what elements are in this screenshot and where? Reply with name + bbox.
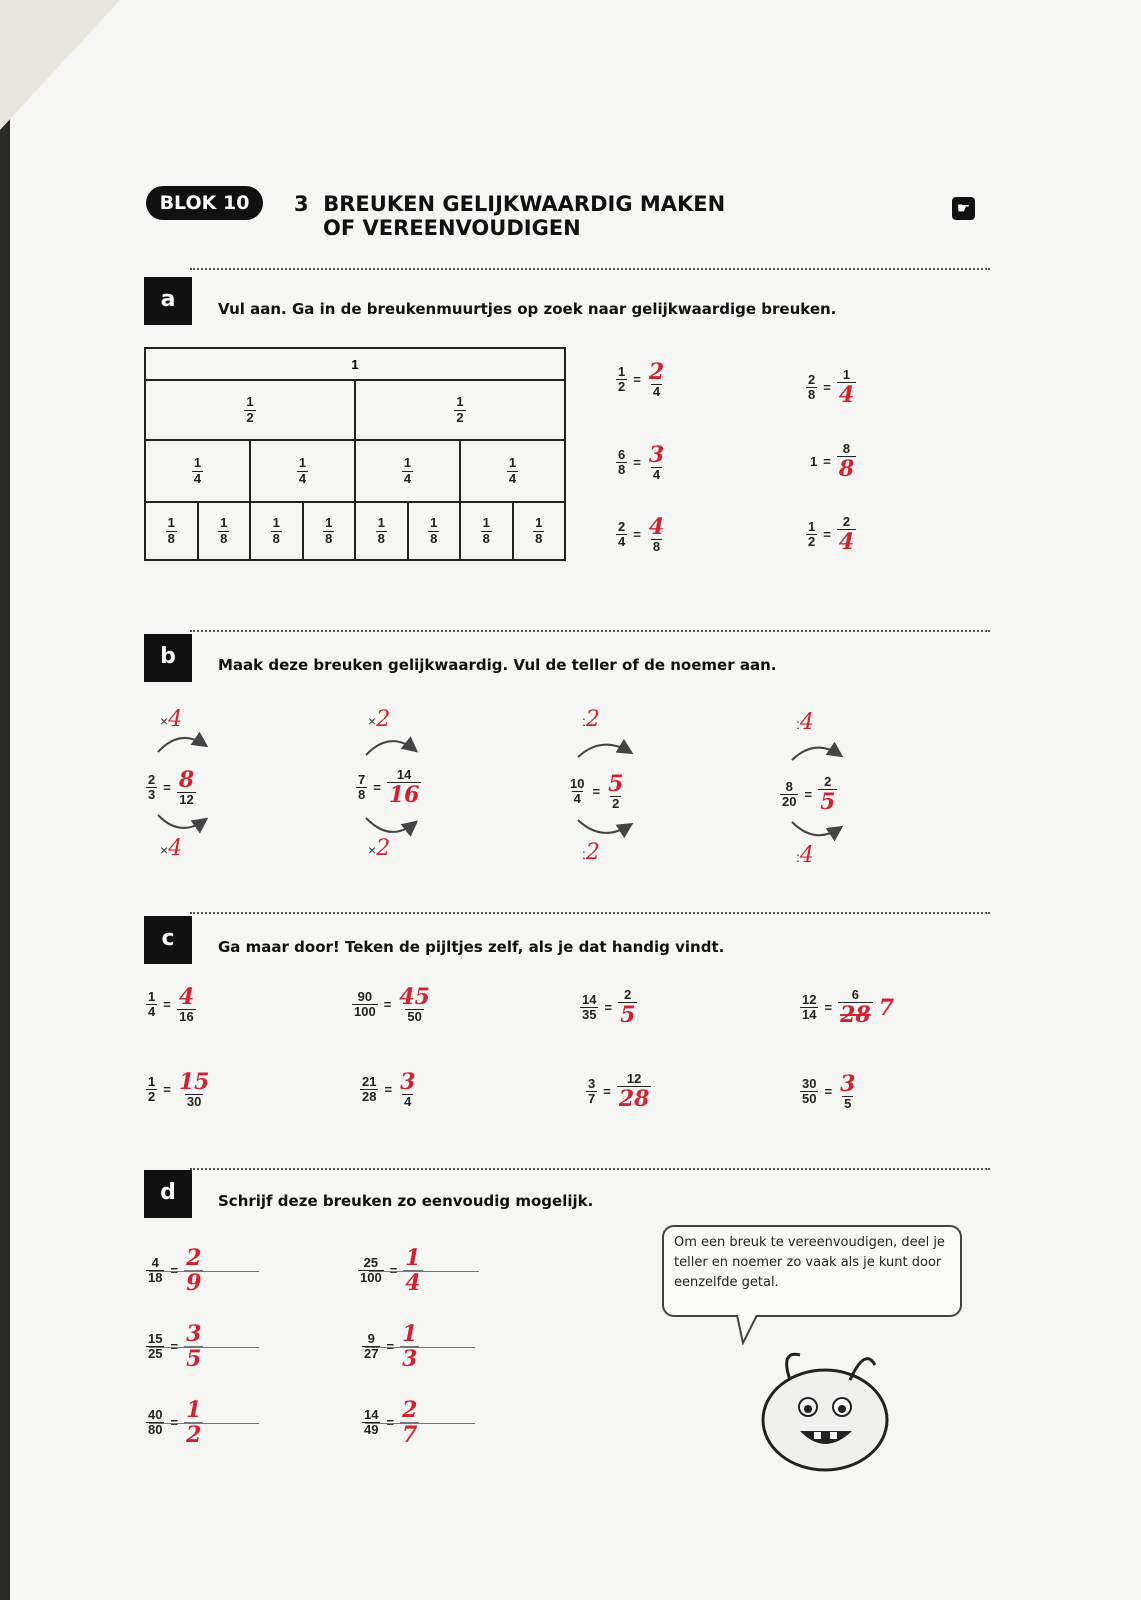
bottom-arrow-2 — [366, 818, 415, 832]
equation-a4: $\frac{2}{8}$ = 1 4 — [808, 367, 855, 409]
correction: 7 — [878, 994, 894, 1021]
instruction-c: Ga maar door! Teken de pijltjes zelf, als je dat handig vindt. — [218, 938, 725, 956]
equation-a2: $\frac{6}{8}$ = 3 4 — [618, 442, 665, 483]
answer: 28 — [840, 1002, 871, 1029]
answer-line — [149, 1422, 259, 1424]
bottom-arrow-3 — [578, 820, 630, 833]
answer: 1 — [402, 1321, 418, 1347]
operator-bottom-4: :4 — [796, 843, 814, 868]
section-divider — [190, 1168, 990, 1170]
wall-eighth: $\frac{1}{8}$ — [145, 502, 198, 560]
instruction-d: Schrijf deze breuken zo eenvoudig mogelijk. — [218, 1192, 594, 1210]
answer: 15 — [178, 1069, 210, 1095]
section-label-c: c — [144, 916, 192, 964]
page-title: 3 BREUKEN GELIJKWAARDIG MAKEN OF VEREENVOUDIGEN — [294, 192, 726, 240]
equation-c6: $\frac{21}{28}$ = 3 4 — [362, 1069, 416, 1110]
wall-quarter: $\frac{1}{4}$ — [145, 440, 250, 502]
top-arrow-4 — [792, 748, 840, 760]
answer: 5 — [620, 1002, 636, 1029]
operator-top-4: :4 — [796, 710, 814, 735]
instruction-a: Vul aan. Ga in de breukenmuurtjes op zoek naar gelijkwaardige breuken. — [218, 300, 837, 318]
wall-eighth: $\frac{1}{8}$ — [303, 502, 356, 560]
answer: 5 — [820, 789, 836, 816]
equation-b4: $\frac{8}{20}$ = 2 5 — [782, 774, 836, 816]
equation-d2: $\frac{25}{100}$ = $\frac{1}{4}$ — [358, 1246, 479, 1295]
equation-a6: $\frac{1}{2}$ = 2 4 — [808, 514, 855, 556]
answer: 5 — [186, 1346, 202, 1373]
equation-c4: $\frac{12}{14}$ = 6 28 7 — [802, 987, 894, 1029]
section-label-b: b — [144, 634, 192, 682]
equation-d1: $\frac{4}{18}$ = $\frac{2}{9}$ — [146, 1246, 259, 1295]
equation-c8: $\frac{30}{50}$ = 3 5 — [802, 1071, 856, 1112]
answer-line — [369, 1270, 479, 1272]
wall-eighth: $\frac{1}{8}$ — [408, 502, 461, 560]
equation-c5: $\frac{1}{2}$ = 15 30 — [148, 1069, 210, 1110]
equation-c7: $\frac{3}{7}$ = 12 28 — [588, 1071, 650, 1113]
equation-c2: $\frac{90}{100}$ = 45 50 — [354, 984, 430, 1025]
answer: 3 — [400, 1069, 416, 1095]
wall-half: $\frac{1}{2}$ — [145, 380, 355, 440]
answer: 3 — [402, 1346, 418, 1373]
equation-b1: $\frac{2}{3}$ = 8 12 — [148, 767, 195, 808]
answer: 4 — [648, 514, 665, 540]
answer: 4 — [405, 1270, 421, 1297]
operator-top-2: ×2 — [368, 707, 391, 732]
operator-bottom-3: :2 — [582, 840, 600, 865]
answer: 5 — [608, 771, 624, 797]
speech-bubble: Om een breuk te vereenvoudigen, deel je teller en noemer zo vaak als je kunt door eenzelfde getal. — [662, 1225, 962, 1317]
wall-eighth: $\frac{1}{8}$ — [355, 502, 408, 560]
equation-c1: $\frac{1}{4}$ = 4 16 — [148, 984, 195, 1025]
answer: 4 — [838, 382, 855, 409]
bottom-arrow-4 — [792, 822, 840, 835]
answer: 45 — [399, 984, 430, 1010]
equation-d3: $\frac{15}{25}$ = $\frac{3}{5}$ — [146, 1322, 259, 1371]
equation-a3: $\frac{2}{4}$ = 4 8 — [618, 514, 665, 555]
answer-line — [365, 1346, 475, 1348]
hand-pointer-icon: ☛ — [952, 197, 975, 220]
wall-eighth: $\frac{1}{8}$ — [198, 502, 251, 560]
wall-eighth: $\frac{1}{8}$ — [250, 502, 303, 560]
monster-mascot-icon — [750, 1335, 900, 1480]
wall-half: $\frac{1}{2}$ — [355, 380, 565, 440]
wall-eighth: $\frac{1}{8}$ — [460, 502, 513, 560]
answer: 2 — [402, 1397, 418, 1423]
equation-d6: $\frac{14}{49}$ = $\frac{2}{7}$ — [362, 1398, 475, 1447]
answer: 8 — [178, 767, 195, 793]
top-arrow-3 — [578, 745, 630, 757]
answer: 4 — [838, 529, 855, 556]
operator-top-1: ×4 — [160, 707, 183, 732]
answer: 8 — [838, 456, 855, 483]
answer: 2 — [186, 1422, 202, 1449]
wall-quarter: $\frac{1}{4}$ — [355, 440, 460, 502]
answer: 2 — [186, 1245, 202, 1271]
answer: 7 — [402, 1422, 418, 1449]
answer: 3 — [186, 1321, 202, 1347]
answer: 3 — [648, 442, 665, 468]
section-label-d: d — [144, 1170, 192, 1218]
blok-badge: BLOK 10 — [146, 186, 263, 220]
answer-line — [365, 1422, 475, 1424]
wall-whole: 1 — [145, 348, 565, 380]
bottom-arrow-1 — [158, 815, 205, 828]
instruction-b: Maak deze breuken gelijkwaardig. Vul de teller of de noemer aan. — [218, 656, 777, 674]
answer: 28 — [618, 1086, 650, 1113]
equation-c3: $\frac{14}{35}$ = 2 5 — [582, 987, 636, 1029]
equation-a5: 1 = 8 8 — [810, 441, 855, 483]
equation-d5: $\frac{40}{80}$ = $\frac{1}{2}$ — [146, 1398, 259, 1447]
top-arrow-1 — [158, 738, 205, 752]
operator-top-3: :2 — [582, 707, 600, 732]
answer: 4 — [178, 984, 195, 1010]
answer-line — [149, 1346, 259, 1348]
answer: 1 — [186, 1397, 202, 1423]
section-divider — [190, 912, 990, 914]
equation-d4: $\frac{9}{27}$ = $\frac{1}{3}$ — [362, 1322, 475, 1371]
top-arrow-2 — [366, 741, 415, 755]
equation-b3: $\frac{10}{4}$ = 5 2 — [570, 771, 624, 812]
wall-eighth: $\frac{1}{8}$ — [513, 502, 566, 560]
operator-bottom-2: ×2 — [368, 836, 391, 861]
answer: 9 — [186, 1270, 202, 1297]
answer: 3 — [840, 1071, 856, 1097]
answer: 2 — [648, 359, 665, 385]
wall-quarter: $\frac{1}{4}$ — [460, 440, 565, 502]
operator-bottom-1: ×4 — [160, 836, 183, 861]
answer-line — [149, 1270, 259, 1272]
answer: 16 — [388, 782, 420, 809]
equation-a1: $\frac{1}{2}$ = 2 4 — [618, 359, 665, 400]
section-label-a: a — [144, 277, 192, 325]
answer: 1 — [405, 1245, 421, 1271]
equation-b2: $\frac{7}{8}$ = 14 16 — [358, 767, 420, 809]
wall-quarter: $\frac{1}{4}$ — [250, 440, 355, 502]
